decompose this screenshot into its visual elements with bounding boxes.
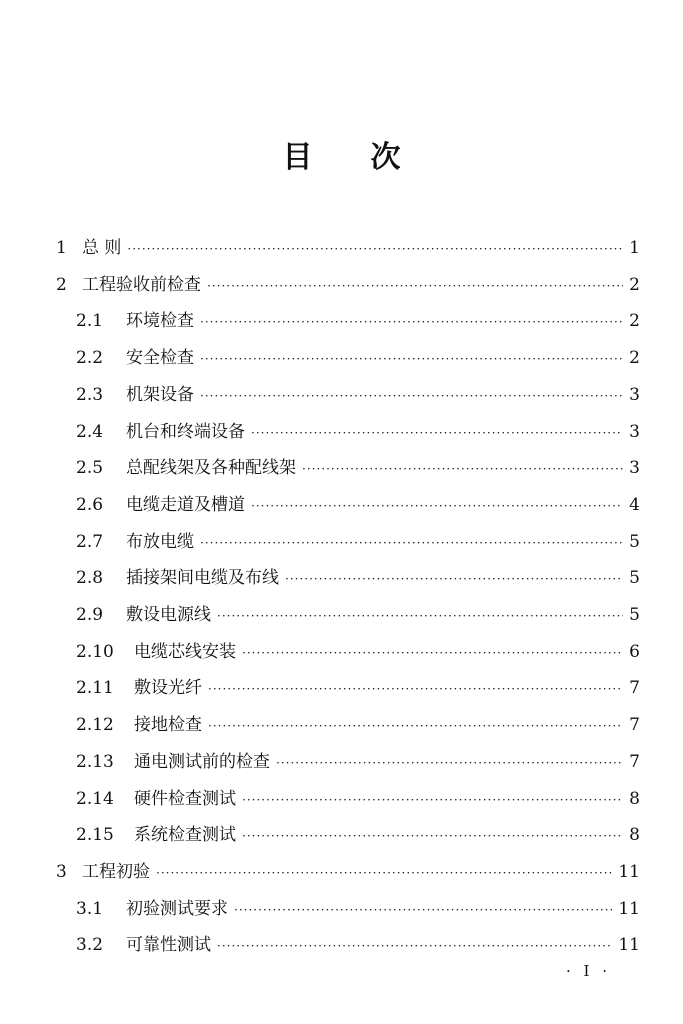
- dot-leader: [217, 929, 612, 963]
- dot-leader: [208, 709, 623, 743]
- toc-entry-label: 插接架间电缆及布线: [126, 568, 279, 589]
- dot-leader: [207, 269, 623, 303]
- toc-entry-number: 2.13: [76, 751, 114, 772]
- toc-entry-number: 2.3: [76, 384, 104, 405]
- title-char-1: 目: [282, 140, 313, 175]
- toc-entry-page: 3: [629, 384, 640, 405]
- toc-entry[interactable]: [76, 598, 640, 632]
- toc-entry-number: 2.1: [76, 311, 104, 332]
- dot-leader: [251, 489, 623, 523]
- dot-leader: [242, 783, 623, 817]
- toc-entry-number: 3.2: [76, 935, 104, 956]
- toc-entry-label: 环境检查: [126, 311, 194, 332]
- toc-entry[interactable]: [76, 671, 640, 705]
- dot-leader: [242, 636, 623, 670]
- toc-entry-number: 2.9: [76, 605, 104, 625]
- toc-entry-label: 初验测试要求: [126, 898, 228, 919]
- toc-entry-page: 11: [618, 898, 640, 919]
- toc-entry-page: 1: [629, 238, 640, 258]
- toc-entry-label: 电缆走道及槽道: [126, 494, 245, 515]
- dot-leader: [217, 599, 623, 633]
- dot-leader: [208, 672, 623, 706]
- toc-entry-page: 6: [629, 641, 640, 662]
- toc-entry-label: 硬件检查测试: [134, 788, 236, 809]
- toc-entry-label: 敷设电源线: [126, 605, 211, 625]
- toc-entry-label: 工程验收前检查: [82, 274, 201, 295]
- toc-entry[interactable]: [76, 488, 640, 522]
- toc-entry-label: 机台和终端设备: [126, 421, 245, 442]
- page-title: [0, 140, 683, 176]
- title-char-2: 次: [370, 140, 401, 175]
- toc-entry-page: 3: [629, 458, 640, 479]
- toc-entry-label: 机架设备: [126, 384, 194, 405]
- toc-entry-page: 5: [629, 605, 640, 625]
- toc-entry-number: 2.10: [76, 641, 114, 662]
- dot-leader: [127, 232, 623, 266]
- toc-entry[interactable]: [76, 708, 640, 742]
- toc-entry[interactable]: [76, 378, 640, 412]
- toc-entry-label: 系统检查测试: [134, 825, 236, 846]
- toc-entry-label: 敷设光纤: [134, 678, 202, 699]
- dot-leader: [285, 562, 623, 596]
- dot-leader: [200, 526, 623, 560]
- toc-entry-page: 5: [629, 531, 640, 552]
- toc-entry-page: 7: [629, 715, 640, 736]
- toc-entry[interactable]: [76, 525, 640, 559]
- toc-entry[interactable]: [76, 451, 640, 485]
- toc-entry[interactable]: [76, 818, 640, 852]
- toc-entry[interactable]: [56, 231, 640, 265]
- toc-entry-page: 11: [618, 935, 640, 956]
- toc-entry-label: 接地检查: [134, 715, 202, 736]
- toc-entry-number: 2.12: [76, 715, 114, 736]
- dot-leader: [302, 452, 623, 486]
- toc-entry[interactable]: [76, 304, 640, 338]
- dot-leader: [251, 416, 623, 450]
- toc-entry[interactable]: [76, 928, 640, 962]
- dot-leader: [200, 342, 623, 376]
- toc-entry-label: 安全检查: [126, 348, 194, 369]
- toc-entry-page: 7: [629, 751, 640, 772]
- toc-entry-page: 4: [629, 494, 640, 515]
- dot-leader: [200, 379, 623, 413]
- toc-entry-number: 2.4: [76, 421, 104, 442]
- dot-leader: [234, 893, 612, 927]
- toc-entry-page: 2: [629, 274, 640, 295]
- toc-entry-page: 5: [629, 568, 640, 589]
- toc-entry-number: 2.11: [76, 678, 114, 699]
- toc-entry-label: 通电测试前的检查: [134, 751, 270, 772]
- toc-entry-page: 2: [629, 348, 640, 369]
- toc-entry-page: 8: [629, 825, 640, 846]
- toc-entry-number: 2.2: [76, 348, 104, 369]
- toc-entry-label: 总配线架及各种配线架: [126, 458, 296, 479]
- toc-entry-number: 2.8: [76, 568, 104, 589]
- toc-entry-number: 1: [56, 238, 67, 258]
- toc-entry-page: 8: [629, 788, 640, 809]
- toc-entry[interactable]: [76, 561, 640, 595]
- toc-entry[interactable]: [76, 635, 640, 669]
- toc-entry-page: 3: [629, 421, 640, 442]
- toc-entry[interactable]: [76, 415, 640, 449]
- toc-entry-label: 可靠性测试: [126, 935, 211, 956]
- toc-entry-number: 2.14: [76, 788, 114, 809]
- toc-entry-label: 工程初验: [82, 861, 150, 882]
- dot-leader: [200, 305, 623, 339]
- toc-entry[interactable]: [76, 782, 640, 816]
- toc-entry-number: 2.6: [76, 494, 104, 515]
- toc-entry-number: 2.5: [76, 458, 104, 479]
- toc-entry[interactable]: [56, 268, 640, 302]
- toc-entry[interactable]: [76, 892, 640, 926]
- toc-entry[interactable]: [76, 341, 640, 375]
- toc-entry-label: 布放电缆: [126, 531, 194, 552]
- toc-entry-number: 2.7: [76, 531, 104, 552]
- toc-entry-number: 3.1: [76, 898, 104, 919]
- toc-entry-number: 2.15: [76, 825, 114, 846]
- toc-entry-label: 总 则: [82, 238, 122, 258]
- toc-entry[interactable]: [76, 745, 640, 779]
- page-number-marker: · I ·: [566, 962, 611, 980]
- toc-entry-number: 3: [56, 861, 67, 882]
- toc-entry[interactable]: [56, 855, 640, 889]
- toc-entry-label: 电缆芯线安装: [134, 641, 236, 662]
- toc-entry-number: 2: [56, 274, 67, 295]
- dot-leader: [242, 819, 623, 853]
- dot-leader: [156, 856, 612, 890]
- toc-entry-page: 11: [618, 861, 640, 882]
- dot-leader: [276, 746, 623, 780]
- toc-entry-page: 7: [629, 678, 640, 699]
- toc-entry-page: 2: [629, 311, 640, 332]
